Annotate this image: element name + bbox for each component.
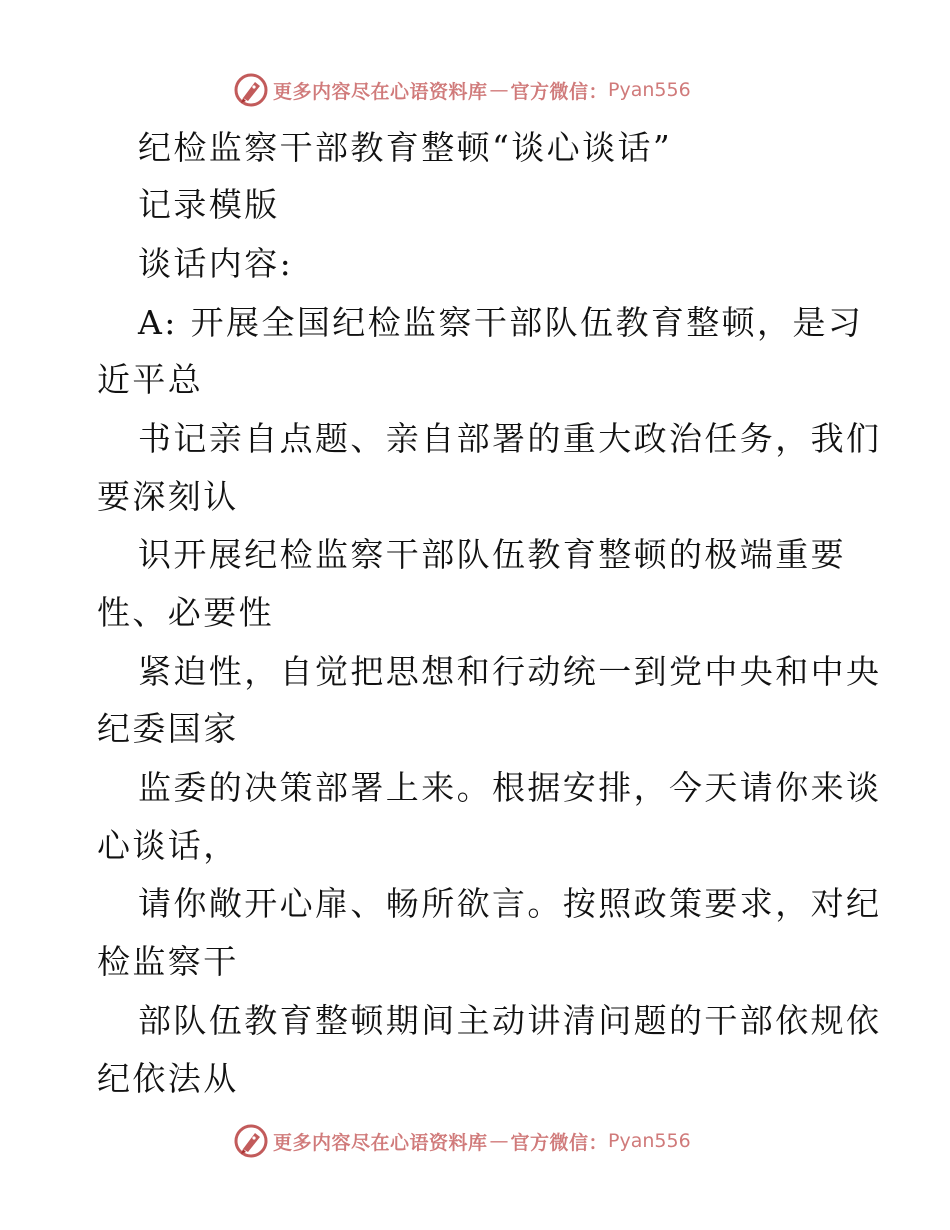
doc-paragraph-line: 部队伍教育整顿期间主动讲清问题的干部依规依 [138, 1001, 882, 1040]
header-banner [0, 70, 950, 110]
doc-paragraph-line: 请你敞开心扉、畅所欲言。按照政策要求，对纪 [138, 884, 882, 923]
doc-section-heading: 谈话内容: [138, 244, 294, 283]
doc-paragraph-line: 性、必要性 [97, 593, 274, 632]
doc-paragraph-line: 识开展纪检监察干部队伍教育整顿的极端重要 [138, 535, 846, 574]
banner-separator: — [489, 79, 509, 101]
pen-nib-circle-icon [233, 1123, 269, 1159]
banner-wechat-label: 官方微信： [510, 80, 609, 103]
banner-text: 更多内容尽在心语资料库 [273, 1131, 488, 1154]
doc-paragraph-line: 检监察干 [97, 942, 239, 981]
doc-title-line-1: 纪检监察干部教育整顿“谈心谈话” [138, 128, 673, 167]
doc-paragraph-line: 书记亲自点题、亲自部署的重大政治任务，我们 [138, 419, 882, 458]
doc-paragraph-line: 紧迫性，自觉把思想和行动统一到党中央和中央 [138, 652, 882, 691]
doc-paragraph-line: 纪委国家 [97, 709, 239, 748]
doc-paragraph-line: 监委的决策部署上来。根据安排，今天请你来谈 [138, 768, 882, 807]
banner-wechat-label: 官方微信： [510, 1131, 609, 1154]
doc-paragraph-line: 心谈话， [97, 826, 239, 865]
doc-paragraph-line: 近平总 [97, 360, 204, 399]
banner-wechat-id: Pyan556 [608, 79, 691, 101]
footer-banner [0, 1121, 950, 1161]
banner-separator: — [489, 1130, 509, 1152]
doc-title-line-2: 记录模版 [138, 185, 280, 224]
doc-paragraph-line: 要深刻认 [97, 477, 239, 516]
banner-wechat-id: Pyan556 [608, 1130, 691, 1152]
pen-nib-circle-icon [233, 72, 269, 108]
doc-paragraph-line: 纪依法从 [97, 1059, 239, 1098]
banner-text: 更多内容尽在心语资料库 [273, 80, 488, 103]
doc-paragraph-line: A: 开展全国纪检监察干部队伍教育整顿，是习 [138, 303, 864, 342]
